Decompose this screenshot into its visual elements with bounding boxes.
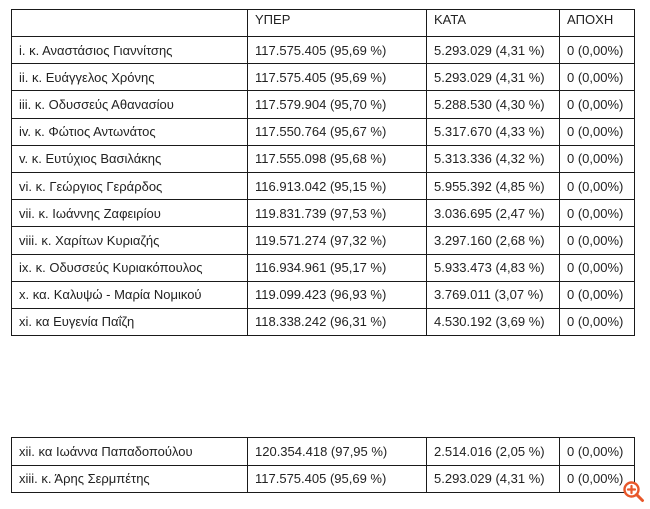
table-row	[12, 118, 635, 145]
table-row	[12, 438, 635, 466]
cell-abstain: 0 (0,00%)	[560, 200, 635, 227]
cell-for: 117.575.405 (95,69 %)	[248, 64, 427, 91]
cell-against: 5.933.473 (4,83 %)	[427, 254, 560, 281]
cell-against: 5.317.670 (4,33 %)	[427, 118, 560, 145]
header-cell-for: ΥΠΕΡ	[248, 10, 427, 37]
zoom-in-icon[interactable]	[621, 479, 645, 503]
cell-for: 118.338.242 (96,31 %)	[248, 308, 427, 335]
cell-for: 119.571.274 (97,32 %)	[248, 227, 427, 254]
cell-name: iv. κ. Φώτιος Αντωνάτος	[12, 118, 248, 145]
cell-against: 3.297.160 (2,68 %)	[427, 227, 560, 254]
cell-name: vii. κ. Ιωάννης Ζαφειρίου	[12, 200, 248, 227]
cell-name: xii. κα Ιωάννα Παπαδοπούλου	[12, 438, 248, 466]
cell-for: 117.550.764 (95,67 %)	[248, 118, 427, 145]
table-row	[12, 465, 635, 493]
cell-name: i. κ. Αναστάσιος Γιαννίτσης	[12, 37, 248, 64]
table-row	[12, 172, 635, 199]
table-row	[12, 308, 635, 335]
zoom-in-icon-graphic	[621, 479, 645, 503]
cell-against: 2.514.016 (2,05 %)	[427, 438, 560, 466]
table-row	[12, 281, 635, 308]
cell-for: 120.354.418 (97,95 %)	[248, 438, 427, 466]
cell-name: vi. κ. Γεώργιος Γεράρδος	[12, 172, 248, 199]
table-row	[12, 37, 635, 64]
cell-abstain: 0 (0,00%)	[560, 172, 635, 199]
cell-abstain: 0 (0,00%)	[560, 254, 635, 281]
cell-against: 5.313.336 (4,32 %)	[427, 145, 560, 172]
cell-abstain: 0 (0,00%)	[560, 438, 635, 466]
votes-table-continued-body	[12, 438, 635, 493]
cell-abstain: 0 (0,00%)	[560, 308, 635, 335]
cell-abstain: 0 (0,00%)	[560, 145, 635, 172]
cell-abstain: 0 (0,00%)	[560, 227, 635, 254]
votes-table-body	[12, 10, 635, 336]
cell-abstain: 0 (0,00%)	[560, 64, 635, 91]
cell-for: 119.831.739 (97,53 %)	[248, 200, 427, 227]
cell-against: 5.288.530 (4,30 %)	[427, 91, 560, 118]
cell-against: 3.769.011 (3,07 %)	[427, 281, 560, 308]
table-row	[12, 64, 635, 91]
cell-for: 117.575.405 (95,69 %)	[248, 37, 427, 64]
header-cell-abstain: ΑΠΟΧΗ	[560, 10, 635, 37]
cell-name: xi. κα Ευγενία Παΐζη	[12, 308, 248, 335]
cell-for: 117.555.098 (95,68 %)	[248, 145, 427, 172]
cell-abstain: 0 (0,00%)	[560, 37, 635, 64]
votes-table	[11, 9, 635, 336]
cell-for: 116.934.961 (95,17 %)	[248, 254, 427, 281]
cell-against: 3.036.695 (2,47 %)	[427, 200, 560, 227]
table-header-row	[12, 10, 635, 37]
cell-for: 119.099.423 (96,93 %)	[248, 281, 427, 308]
cell-abstain: 0 (0,00%)	[560, 465, 635, 493]
cell-name: iii. κ. Οδυσσεύς Αθανασίου	[12, 91, 248, 118]
cell-name: ix. κ. Οδυσσεύς Κυριακόπουλος	[12, 254, 248, 281]
cell-against: 5.293.029 (4,31 %)	[427, 37, 560, 64]
table-row	[12, 145, 635, 172]
cell-name: ii. κ. Ευάγγελος Χρόνης	[12, 64, 248, 91]
cell-for: 116.913.042 (95,15 %)	[248, 172, 427, 199]
cell-name: x. κα. Καλυψώ - Μαρία Νομικού	[12, 281, 248, 308]
cell-against: 4.530.192 (3,69 %)	[427, 308, 560, 335]
cell-for: 117.575.405 (95,69 %)	[248, 465, 427, 493]
cell-for: 117.579.904 (95,70 %)	[248, 91, 427, 118]
cell-abstain: 0 (0,00%)	[560, 118, 635, 145]
cell-name: xiii. κ. Άρης Σερμπέτης	[12, 465, 248, 493]
cell-name: v. κ. Ευτύχιος Βασιλάκης	[12, 145, 248, 172]
votes-table-continued	[11, 437, 635, 493]
cell-against: 5.955.392 (4,85 %)	[427, 172, 560, 199]
table-row	[12, 200, 635, 227]
cell-abstain: 0 (0,00%)	[560, 281, 635, 308]
table-row	[12, 91, 635, 118]
table-row	[12, 227, 635, 254]
cell-against: 5.293.029 (4,31 %)	[427, 465, 560, 493]
header-cell-name	[12, 10, 248, 37]
cell-abstain: 0 (0,00%)	[560, 91, 635, 118]
table-row	[12, 254, 635, 281]
cell-against: 5.293.029 (4,31 %)	[427, 64, 560, 91]
header-cell-against: ΚΑΤΑ	[427, 10, 560, 37]
cell-name: viii. κ. Χαρίτων Κυριαζής	[12, 227, 248, 254]
